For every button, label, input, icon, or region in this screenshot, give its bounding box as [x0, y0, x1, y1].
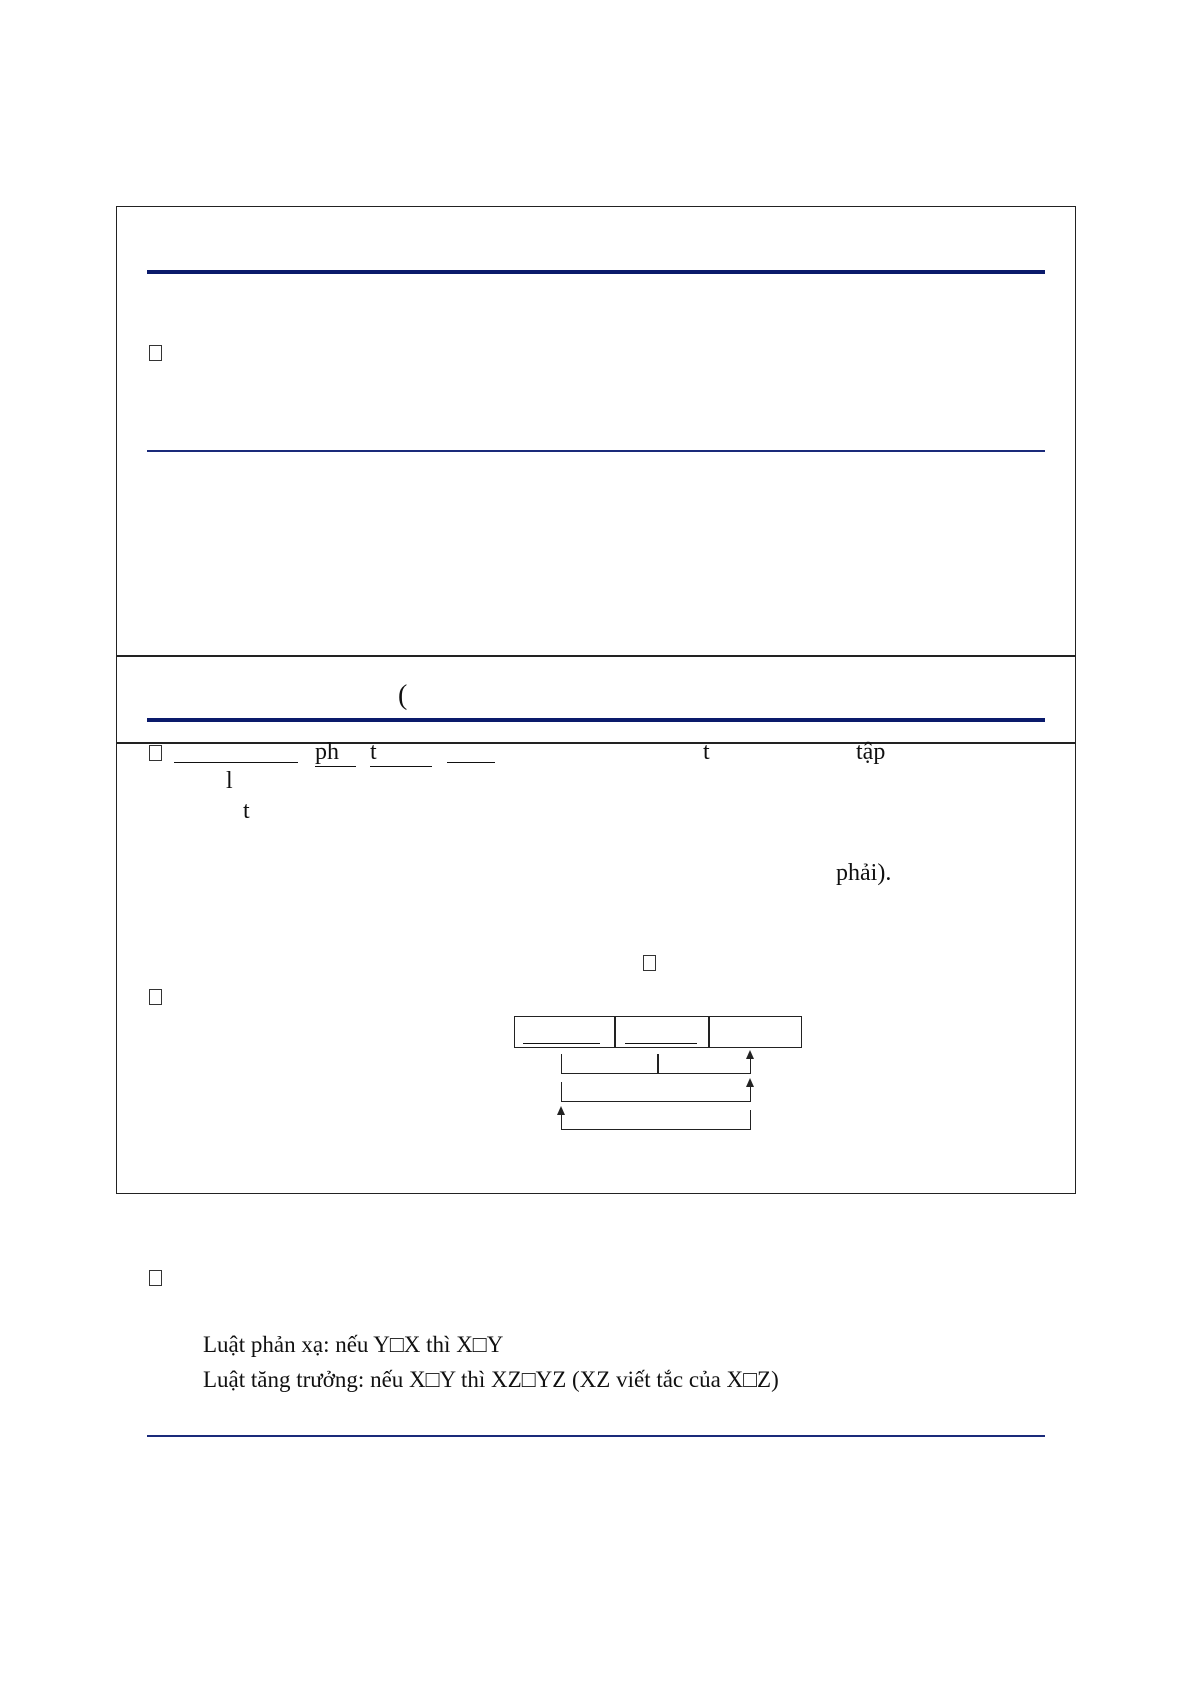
arrow-up-icon: [746, 1050, 754, 1059]
section-divider-lower: [116, 742, 1076, 744]
section2-title-paren: (: [398, 680, 408, 711]
attribute-cell: [514, 1016, 616, 1048]
arrow-up-icon: [746, 1078, 754, 1087]
text-fragment-t: t: [370, 738, 432, 767]
blank-underline-2: [447, 762, 495, 763]
square-bullet-icon: [643, 955, 656, 971]
dependency-bracket: [561, 1110, 751, 1130]
dependency-bracket: [561, 1054, 751, 1074]
section3-bottom-rule: [147, 1435, 1045, 1437]
text-fragment-l: l: [226, 768, 233, 794]
square-bullet-icon: [149, 345, 162, 361]
section-divider-upper: [116, 655, 1076, 657]
square-bullet-icon: [149, 745, 162, 761]
section1-bottom-rule: [147, 450, 1045, 452]
attribute-cell: [708, 1016, 802, 1048]
text-fragment-t: t: [703, 739, 710, 765]
square-bullet-icon: [149, 1270, 162, 1286]
section2-top-rule: [147, 718, 1045, 722]
text-fragment-t: t: [243, 798, 250, 824]
text-fragment-ph: ph: [315, 738, 356, 767]
section1-top-rule: [147, 270, 1045, 274]
bracket-tick: [657, 1054, 659, 1074]
square-bullet-icon: [149, 989, 162, 1005]
rule-augmentation: Luật tăng trưởng: nếu X□Y thì XZ□YZ (XZ viết tắc của X□Z): [203, 1367, 779, 1392]
attribute-cell: [614, 1016, 710, 1048]
blank-underline-1: [174, 762, 298, 763]
text-fragment-phai: phải).: [836, 860, 892, 886]
dependency-diagram: [514, 1016, 802, 1136]
dependency-bracket: [561, 1082, 751, 1102]
rule-reflexive: Luật phản xạ: nếu Y□X thì X□Y: [203, 1332, 504, 1357]
arrow-up-icon: [557, 1106, 565, 1115]
text-fragment-tap: tập: [856, 739, 886, 765]
